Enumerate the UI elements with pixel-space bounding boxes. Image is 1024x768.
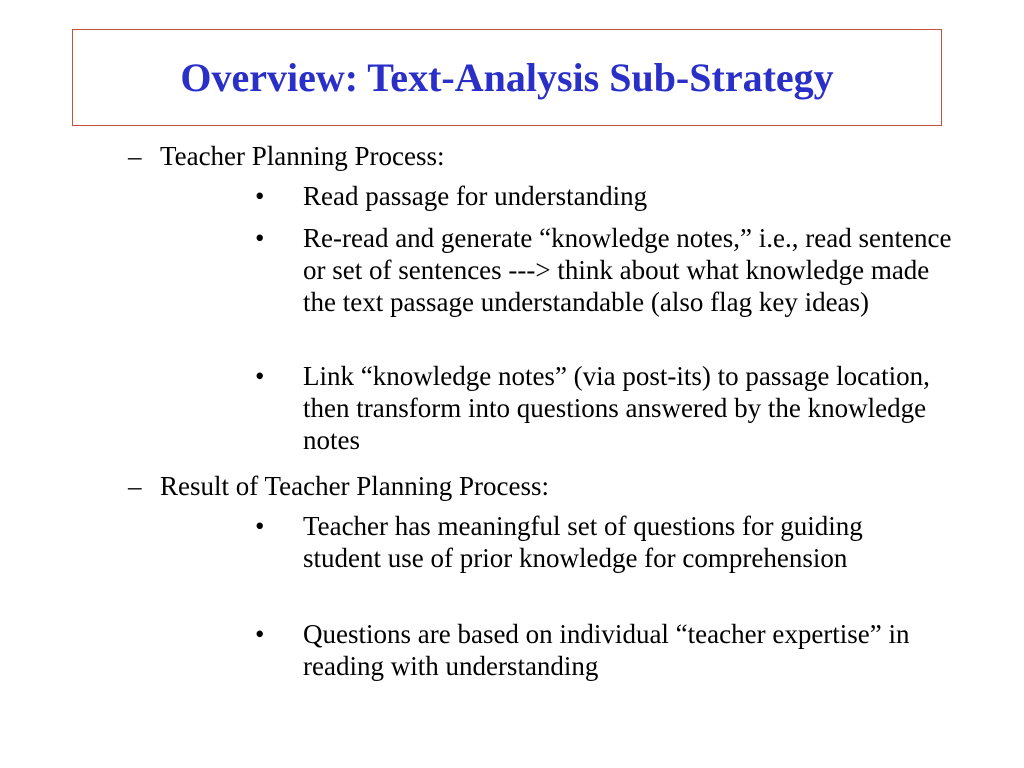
- bullet-text: Re-read and generate “knowledge notes,” i.e., read sentence or set of sentences ---> think about what knowledge made the text passage understandable (also flag key ideas): [303, 223, 952, 317]
- bullet-text: Teacher has meaningful set of questions for guiding student use of prior knowledge for comprehension: [303, 511, 863, 573]
- bullet-marker: •: [255, 223, 265, 253]
- bullet-marker: •: [255, 181, 265, 211]
- dash-marker: –: [128, 471, 142, 501]
- bullet-marker: •: [255, 511, 265, 541]
- bullet-marker: •: [255, 361, 265, 391]
- slide-title: Overview: Text-Analysis Sub-Strategy: [180, 54, 834, 100]
- section-heading-text: Result of Teacher Planning Process:: [160, 471, 550, 501]
- dash-marker: –: [128, 141, 142, 171]
- bullet-marker: •: [255, 619, 265, 649]
- bullet-text: Read passage for understanding: [303, 181, 648, 211]
- bullet-text: Link “knowledge notes” (via post-its) to passage location, then transform into questions answered by the knowledge notes: [303, 361, 930, 455]
- section-heading-text: Teacher Planning Process:: [160, 141, 445, 171]
- bullet-text: Questions are based on individual “teacher expertise” in reading with understanding: [303, 619, 910, 681]
- section-heading-result: [128, 470, 549, 502]
- section-heading-teacher-planning: [128, 140, 445, 172]
